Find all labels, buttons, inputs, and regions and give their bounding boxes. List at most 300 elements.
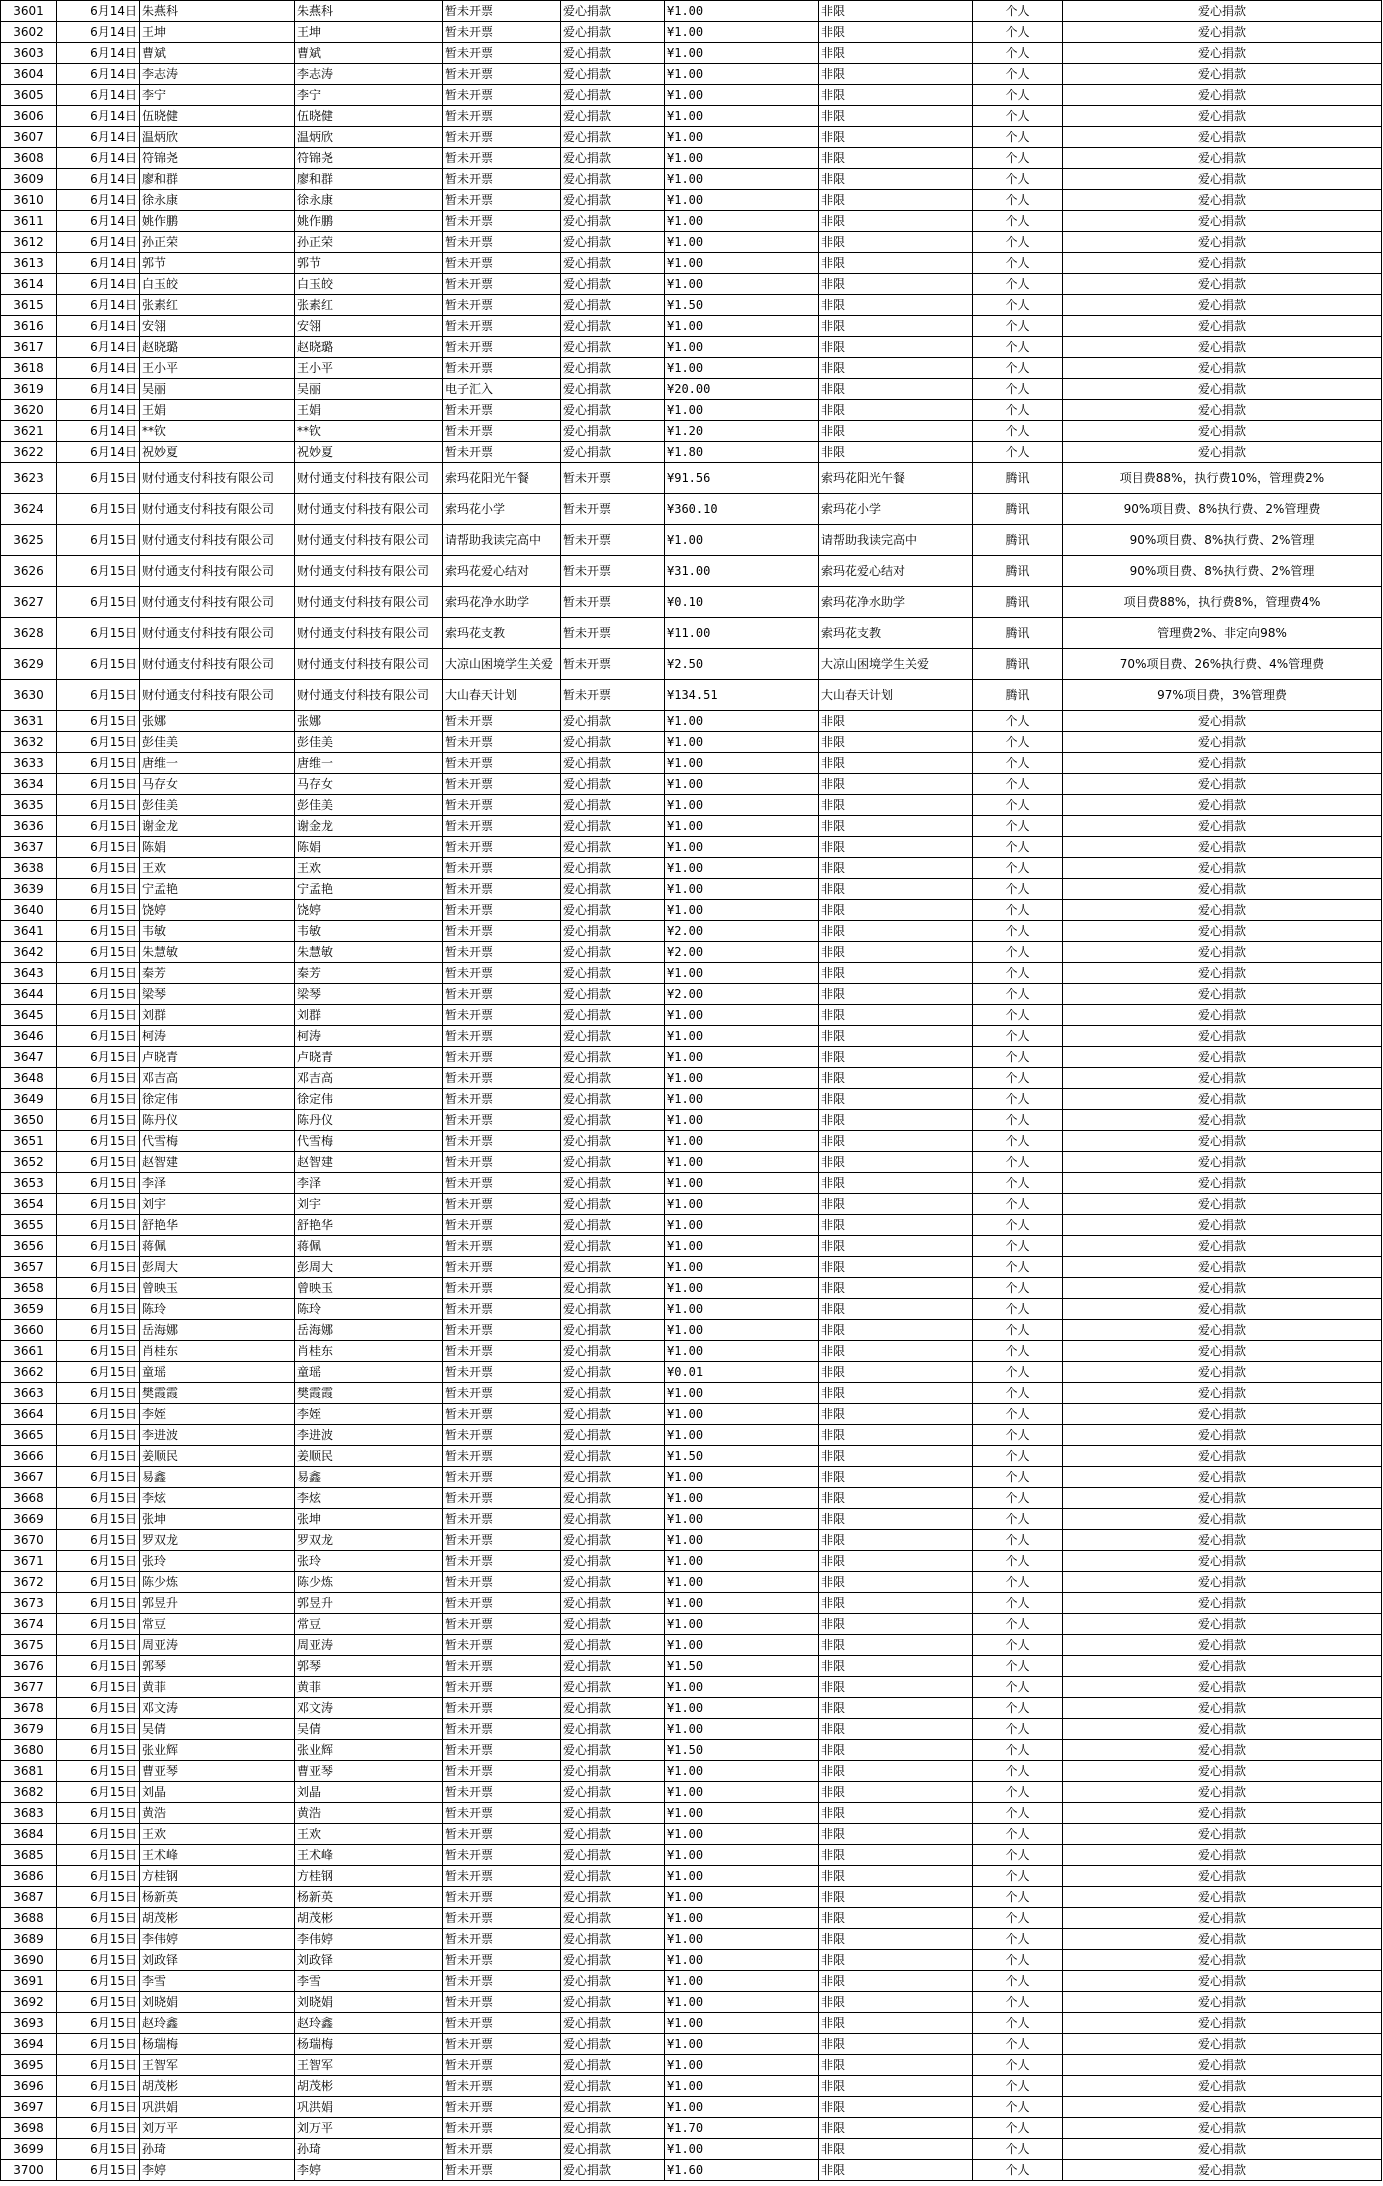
project-cell: 非限	[819, 232, 973, 253]
donor-name-cell: 王小平	[295, 358, 443, 379]
serial-cell: 3637	[1, 837, 57, 858]
type-cell: 个人	[973, 1887, 1063, 1908]
donor-name-cell: 方桂钢	[295, 1866, 443, 1887]
project-cell: 非限	[819, 253, 973, 274]
type-cell: 腾讯	[973, 463, 1063, 494]
date-cell: 6月15日	[57, 1047, 140, 1068]
donor-name-cell: 李进波	[295, 1425, 443, 1446]
serial-cell: 3636	[1, 816, 57, 837]
note-cell: 爱心捐款	[1063, 795, 1382, 816]
note-cell: 爱心捐款	[1063, 2013, 1382, 2034]
amount-cell: ¥1.00	[665, 858, 819, 879]
invoice-cell: 暂未开票	[443, 1782, 561, 1803]
donor-name-cell: 朱燕科	[295, 1, 443, 22]
donor-cell: 方桂钢	[140, 1866, 295, 1887]
date-cell: 6月15日	[57, 753, 140, 774]
date-cell: 6月15日	[57, 1404, 140, 1425]
donor-cell: 廖和群	[140, 169, 295, 190]
invoice-cell: 索玛花支教	[443, 618, 561, 649]
note-cell: 70%项目费、26%执行费、4%管理费	[1063, 649, 1382, 680]
type-cell: 个人	[973, 2076, 1063, 2097]
date-cell: 6月15日	[57, 1761, 140, 1782]
serial-cell: 3660	[1, 1320, 57, 1341]
donor-cell: 唐维一	[140, 753, 295, 774]
donor-name-cell: 胡茂彬	[295, 1908, 443, 1929]
invoice-cell: 暂未开票	[443, 232, 561, 253]
amount-cell: ¥1.00	[665, 1, 819, 22]
purpose-cell: 爱心捐款	[561, 127, 665, 148]
note-cell: 爱心捐款	[1063, 1929, 1382, 1950]
type-cell: 个人	[973, 1593, 1063, 1614]
invoice-cell: 暂未开票	[443, 1488, 561, 1509]
project-cell: 非限	[819, 837, 973, 858]
donor-cell: 郭昱升	[140, 1593, 295, 1614]
serial-cell: 3691	[1, 1971, 57, 1992]
purpose-cell: 爱心捐款	[561, 169, 665, 190]
date-cell: 6月15日	[57, 1635, 140, 1656]
invoice-cell: 暂未开票	[443, 1509, 561, 1530]
date-cell: 6月14日	[57, 400, 140, 421]
purpose-cell: 爱心捐款	[561, 2118, 665, 2139]
project-cell: 非限	[819, 1719, 973, 1740]
purpose-cell: 爱心捐款	[561, 2055, 665, 2076]
purpose-cell: 爱心捐款	[561, 232, 665, 253]
project-cell: 非限	[819, 1152, 973, 1173]
project-cell: 非限	[819, 984, 973, 1005]
serial-cell: 3603	[1, 43, 57, 64]
amount-cell: ¥1.00	[665, 337, 819, 358]
invoice-cell: 暂未开票	[443, 43, 561, 64]
project-cell: 非限	[819, 1131, 973, 1152]
donor-cell: 王坤	[140, 22, 295, 43]
project-cell: 非限	[819, 1425, 973, 1446]
serial-cell: 3671	[1, 1551, 57, 1572]
amount-cell: ¥1.00	[665, 2076, 819, 2097]
note-cell: 97%项目费，3%管理费	[1063, 680, 1382, 711]
donor-cell: 温炳欣	[140, 127, 295, 148]
invoice-cell: 暂未开票	[443, 1656, 561, 1677]
table-row	[1, 43, 1382, 64]
purpose-cell: 暂未开票	[561, 649, 665, 680]
note-cell: 爱心捐款	[1063, 2097, 1382, 2118]
date-cell: 6月14日	[57, 358, 140, 379]
type-cell: 个人	[973, 1866, 1063, 1887]
project-cell: 非限	[819, 1173, 973, 1194]
serial-cell: 3618	[1, 358, 57, 379]
project-cell: 非限	[819, 1530, 973, 1551]
type-cell: 个人	[973, 1236, 1063, 1257]
note-cell: 爱心捐款	[1063, 1866, 1382, 1887]
project-cell: 非限	[819, 1110, 973, 1131]
donor-cell: 韦敏	[140, 921, 295, 942]
note-cell: 爱心捐款	[1063, 106, 1382, 127]
table-row	[1, 649, 1382, 680]
invoice-cell: 暂未开票	[443, 106, 561, 127]
donor-name-cell: 孙琦	[295, 2139, 443, 2160]
project-cell: 非限	[819, 379, 973, 400]
amount-cell: ¥1.00	[665, 2139, 819, 2160]
table-row	[1, 774, 1382, 795]
invoice-cell: 暂未开票	[443, 64, 561, 85]
serial-cell: 3604	[1, 64, 57, 85]
table-row	[1, 2055, 1382, 2076]
project-cell: 非限	[819, 1467, 973, 1488]
table-row	[1, 295, 1382, 316]
serial-cell: 3658	[1, 1278, 57, 1299]
purpose-cell: 爱心捐款	[561, 1971, 665, 1992]
serial-cell: 3663	[1, 1383, 57, 1404]
note-cell: 爱心捐款	[1063, 1446, 1382, 1467]
table-row	[1, 1698, 1382, 1719]
table-row	[1, 556, 1382, 587]
note-cell: 90%项目费、8%执行费、2%管理	[1063, 525, 1382, 556]
donor-cell: 柯涛	[140, 1026, 295, 1047]
donor-cell: 卢晓青	[140, 1047, 295, 1068]
amount-cell: ¥1.00	[665, 148, 819, 169]
project-cell: 非限	[819, 211, 973, 232]
donor-name-cell: 李伟婷	[295, 1929, 443, 1950]
donor-cell: 吴丽	[140, 379, 295, 400]
amount-cell: ¥1.00	[665, 1383, 819, 1404]
project-cell: 非限	[819, 274, 973, 295]
project-cell: 非限	[819, 2139, 973, 2160]
purpose-cell: 爱心捐款	[561, 106, 665, 127]
note-cell: 爱心捐款	[1063, 22, 1382, 43]
serial-cell: 3680	[1, 1740, 57, 1761]
note-cell: 爱心捐款	[1063, 732, 1382, 753]
donor-cell: 杨瑞梅	[140, 2034, 295, 2055]
purpose-cell: 爱心捐款	[561, 253, 665, 274]
table-row	[1, 316, 1382, 337]
invoice-cell: 暂未开票	[443, 295, 561, 316]
date-cell: 6月15日	[57, 1908, 140, 1929]
serial-cell: 3651	[1, 1131, 57, 1152]
note-cell: 90%项目费、8%执行费、2%管理	[1063, 556, 1382, 587]
serial-cell: 3675	[1, 1635, 57, 1656]
invoice-cell: 大凉山困境学生关爱	[443, 649, 561, 680]
purpose-cell: 爱心捐款	[561, 316, 665, 337]
date-cell: 6月15日	[57, 1383, 140, 1404]
amount-cell: ¥1.20	[665, 421, 819, 442]
date-cell: 6月15日	[57, 1278, 140, 1299]
donor-name-cell: 唐维一	[295, 753, 443, 774]
note-cell: 90%项目费、8%执行费、2%管理费	[1063, 494, 1382, 525]
table-row	[1, 1845, 1382, 1866]
donor-cell: 易鑫	[140, 1467, 295, 1488]
date-cell: 6月15日	[57, 2055, 140, 2076]
project-cell: 非限	[819, 2076, 973, 2097]
amount-cell: ¥1.00	[665, 732, 819, 753]
type-cell: 腾讯	[973, 525, 1063, 556]
table-row	[1, 1173, 1382, 1194]
project-cell: 非限	[819, 1950, 973, 1971]
donor-cell: 王欢	[140, 858, 295, 879]
project-cell: 非限	[819, 1089, 973, 1110]
donor-cell: 徐永康	[140, 190, 295, 211]
project-cell: 非限	[819, 316, 973, 337]
purpose-cell: 爱心捐款	[561, 1488, 665, 1509]
amount-cell: ¥1.00	[665, 1677, 819, 1698]
table-row	[1, 442, 1382, 463]
purpose-cell: 暂未开票	[561, 587, 665, 618]
serial-cell: 3700	[1, 2160, 57, 2181]
table-row	[1, 1026, 1382, 1047]
note-cell: 爱心捐款	[1063, 358, 1382, 379]
donor-cell: 伍晓健	[140, 106, 295, 127]
project-cell: 非限	[819, 1299, 973, 1320]
project-cell: 非限	[819, 1341, 973, 1362]
invoice-cell: 暂未开票	[443, 984, 561, 1005]
note-cell: 爱心捐款	[1063, 85, 1382, 106]
donor-name-cell: 易鑫	[295, 1467, 443, 1488]
date-cell: 6月14日	[57, 337, 140, 358]
table-row	[1, 2013, 1382, 2034]
type-cell: 个人	[973, 106, 1063, 127]
serial-cell: 3615	[1, 295, 57, 316]
note-cell: 爱心捐款	[1063, 1635, 1382, 1656]
donor-name-cell: 张素红	[295, 295, 443, 316]
date-cell: 6月15日	[57, 2013, 140, 2034]
invoice-cell: 暂未开票	[443, 1236, 561, 1257]
project-cell: 非限	[819, 711, 973, 732]
donor-cell: 李姪	[140, 1404, 295, 1425]
donor-cell: 孙正荣	[140, 232, 295, 253]
amount-cell: ¥134.51	[665, 680, 819, 711]
donor-name-cell: 伍晓健	[295, 106, 443, 127]
donor-name-cell: 姚作鹏	[295, 211, 443, 232]
type-cell: 个人	[973, 942, 1063, 963]
invoice-cell: 暂未开票	[443, 1824, 561, 1845]
table-row	[1, 984, 1382, 1005]
project-cell: 非限	[819, 795, 973, 816]
date-cell: 6月15日	[57, 494, 140, 525]
donor-name-cell: 彭佳美	[295, 795, 443, 816]
type-cell: 个人	[973, 1908, 1063, 1929]
table-row	[1, 963, 1382, 984]
donor-name-cell: 符锦尧	[295, 148, 443, 169]
type-cell: 个人	[973, 64, 1063, 85]
date-cell: 6月15日	[57, 1257, 140, 1278]
donor-name-cell: 李泽	[295, 1173, 443, 1194]
donor-name-cell: 邓文涛	[295, 1698, 443, 1719]
date-cell: 6月15日	[57, 1068, 140, 1089]
amount-cell: ¥1.60	[665, 2160, 819, 2181]
donor-name-cell: 王坤	[295, 22, 443, 43]
serial-cell: 3662	[1, 1362, 57, 1383]
date-cell: 6月15日	[57, 618, 140, 649]
table-row	[1, 358, 1382, 379]
donor-cell: 徐定伟	[140, 1089, 295, 1110]
amount-cell: ¥1.00	[665, 1572, 819, 1593]
donor-name-cell: 王欢	[295, 858, 443, 879]
invoice-cell: 暂未开票	[443, 1761, 561, 1782]
date-cell: 6月15日	[57, 984, 140, 1005]
donor-cell: 朱燕科	[140, 1, 295, 22]
table-row	[1, 1824, 1382, 1845]
amount-cell: ¥1.00	[665, 232, 819, 253]
serial-cell: 3652	[1, 1152, 57, 1173]
donor-cell: 赵玲鑫	[140, 2013, 295, 2034]
date-cell: 6月15日	[57, 649, 140, 680]
donor-name-cell: 廖和群	[295, 169, 443, 190]
note-cell: 爱心捐款	[1063, 64, 1382, 85]
donor-name-cell: 赵智建	[295, 1152, 443, 1173]
date-cell: 6月14日	[57, 421, 140, 442]
type-cell: 个人	[973, 148, 1063, 169]
purpose-cell: 爱心捐款	[561, 1761, 665, 1782]
project-cell: 索玛花支教	[819, 618, 973, 649]
invoice-cell: 暂未开票	[443, 1992, 561, 2013]
donor-cell: 财付通支付科技有限公司	[140, 463, 295, 494]
date-cell: 6月14日	[57, 253, 140, 274]
date-cell: 6月15日	[57, 795, 140, 816]
project-cell: 非限	[819, 127, 973, 148]
date-cell: 6月15日	[57, 732, 140, 753]
type-cell: 个人	[973, 1572, 1063, 1593]
purpose-cell: 爱心捐款	[561, 816, 665, 837]
note-cell: 爱心捐款	[1063, 1299, 1382, 1320]
type-cell: 个人	[973, 1992, 1063, 2013]
amount-cell: ¥1.00	[665, 1404, 819, 1425]
purpose-cell: 爱心捐款	[561, 1635, 665, 1656]
donor-cell: 张素红	[140, 295, 295, 316]
serial-cell: 3640	[1, 900, 57, 921]
type-cell: 个人	[973, 1362, 1063, 1383]
donor-name-cell: 财付通支付科技有限公司	[295, 587, 443, 618]
project-cell: 非限	[819, 1194, 973, 1215]
amount-cell: ¥1.00	[665, 1215, 819, 1236]
purpose-cell: 爱心捐款	[561, 879, 665, 900]
project-cell: 非限	[819, 1404, 973, 1425]
serial-cell: 3668	[1, 1488, 57, 1509]
serial-cell: 3644	[1, 984, 57, 1005]
invoice-cell: 暂未开票	[443, 1341, 561, 1362]
purpose-cell: 爱心捐款	[561, 1362, 665, 1383]
table-row	[1, 337, 1382, 358]
donor-cell: 姜顺民	[140, 1446, 295, 1467]
purpose-cell: 爱心捐款	[561, 148, 665, 169]
invoice-cell: 暂未开票	[443, 2034, 561, 2055]
serial-cell: 3667	[1, 1467, 57, 1488]
amount-cell: ¥1.00	[665, 1530, 819, 1551]
serial-cell: 3622	[1, 442, 57, 463]
purpose-cell: 爱心捐款	[561, 711, 665, 732]
amount-cell: ¥1.00	[665, 1110, 819, 1131]
serial-cell: 3670	[1, 1530, 57, 1551]
donor-cell: 安翎	[140, 316, 295, 337]
type-cell: 腾讯	[973, 618, 1063, 649]
project-cell: 非限	[819, 900, 973, 921]
project-cell: 大凉山困境学生关爱	[819, 649, 973, 680]
type-cell: 个人	[973, 400, 1063, 421]
type-cell: 腾讯	[973, 494, 1063, 525]
amount-cell: ¥1.00	[665, 1068, 819, 1089]
project-cell: 非限	[819, 1593, 973, 1614]
serial-cell: 3634	[1, 774, 57, 795]
type-cell: 个人	[973, 1782, 1063, 1803]
invoice-cell: 暂未开票	[443, 1068, 561, 1089]
purpose-cell: 爱心捐款	[561, 1089, 665, 1110]
type-cell: 腾讯	[973, 587, 1063, 618]
table-row	[1, 795, 1382, 816]
donor-cell: 符锦尧	[140, 148, 295, 169]
donor-name-cell: 财付通支付科技有限公司	[295, 494, 443, 525]
project-cell: 非限	[819, 1446, 973, 1467]
amount-cell: ¥1.00	[665, 1614, 819, 1635]
type-cell: 个人	[973, 1131, 1063, 1152]
project-cell: 非限	[819, 358, 973, 379]
date-cell: 6月14日	[57, 127, 140, 148]
donor-cell: 王娟	[140, 400, 295, 421]
type-cell: 个人	[973, 732, 1063, 753]
amount-cell: ¥1.00	[665, 1845, 819, 1866]
amount-cell: ¥1.80	[665, 442, 819, 463]
note-cell: 爱心捐款	[1063, 1425, 1382, 1446]
type-cell: 个人	[973, 379, 1063, 400]
donor-cell: 财付通支付科技有限公司	[140, 494, 295, 525]
purpose-cell: 爱心捐款	[561, 1341, 665, 1362]
note-cell: 爱心捐款	[1063, 2139, 1382, 2160]
serial-cell: 3678	[1, 1698, 57, 1719]
donor-cell: 张玲	[140, 1551, 295, 1572]
table-row	[1, 1278, 1382, 1299]
project-cell: 非限	[819, 85, 973, 106]
type-cell: 个人	[973, 2139, 1063, 2160]
serial-cell: 3612	[1, 232, 57, 253]
project-cell: 非限	[819, 753, 973, 774]
note-cell: 爱心捐款	[1063, 1551, 1382, 1572]
invoice-cell: 暂未开票	[443, 1950, 561, 1971]
note-cell: 爱心捐款	[1063, 1047, 1382, 1068]
purpose-cell: 爱心捐款	[561, 1446, 665, 1467]
donor-name-cell: 巩洪娟	[295, 2097, 443, 2118]
invoice-cell: 暂未开票	[443, 795, 561, 816]
amount-cell: ¥1.50	[665, 295, 819, 316]
purpose-cell: 爱心捐款	[561, 295, 665, 316]
invoice-cell: 请帮助我读完高中	[443, 525, 561, 556]
donor-name-cell: 孙正荣	[295, 232, 443, 253]
donor-name-cell: 李婷	[295, 2160, 443, 2181]
donor-cell: 陈娟	[140, 837, 295, 858]
project-cell: 非限	[819, 2055, 973, 2076]
invoice-cell: 暂未开票	[443, 1320, 561, 1341]
donor-cell: 常豆	[140, 1614, 295, 1635]
serial-cell: 3661	[1, 1341, 57, 1362]
invoice-cell: 暂未开票	[443, 711, 561, 732]
purpose-cell: 爱心捐款	[561, 984, 665, 1005]
donor-name-cell: **钦	[295, 421, 443, 442]
donor-cell: 曾映玉	[140, 1278, 295, 1299]
donor-name-cell: 财付通支付科技有限公司	[295, 680, 443, 711]
amount-cell: ¥1.00	[665, 1950, 819, 1971]
amount-cell: ¥1.00	[665, 211, 819, 232]
type-cell: 个人	[973, 753, 1063, 774]
invoice-cell: 暂未开票	[443, 421, 561, 442]
note-cell: 爱心捐款	[1063, 858, 1382, 879]
purpose-cell: 爱心捐款	[561, 1992, 665, 2013]
note-cell: 爱心捐款	[1063, 1803, 1382, 1824]
invoice-cell: 暂未开票	[443, 1404, 561, 1425]
table-row	[1, 1572, 1382, 1593]
donor-cell: 白玉皎	[140, 274, 295, 295]
invoice-cell: 暂未开票	[443, 1530, 561, 1551]
note-cell: 爱心捐款	[1063, 1131, 1382, 1152]
date-cell: 6月15日	[57, 587, 140, 618]
note-cell: 爱心捐款	[1063, 1656, 1382, 1677]
purpose-cell: 爱心捐款	[561, 1467, 665, 1488]
table-row	[1, 274, 1382, 295]
note-cell: 爱心捐款	[1063, 2160, 1382, 2181]
